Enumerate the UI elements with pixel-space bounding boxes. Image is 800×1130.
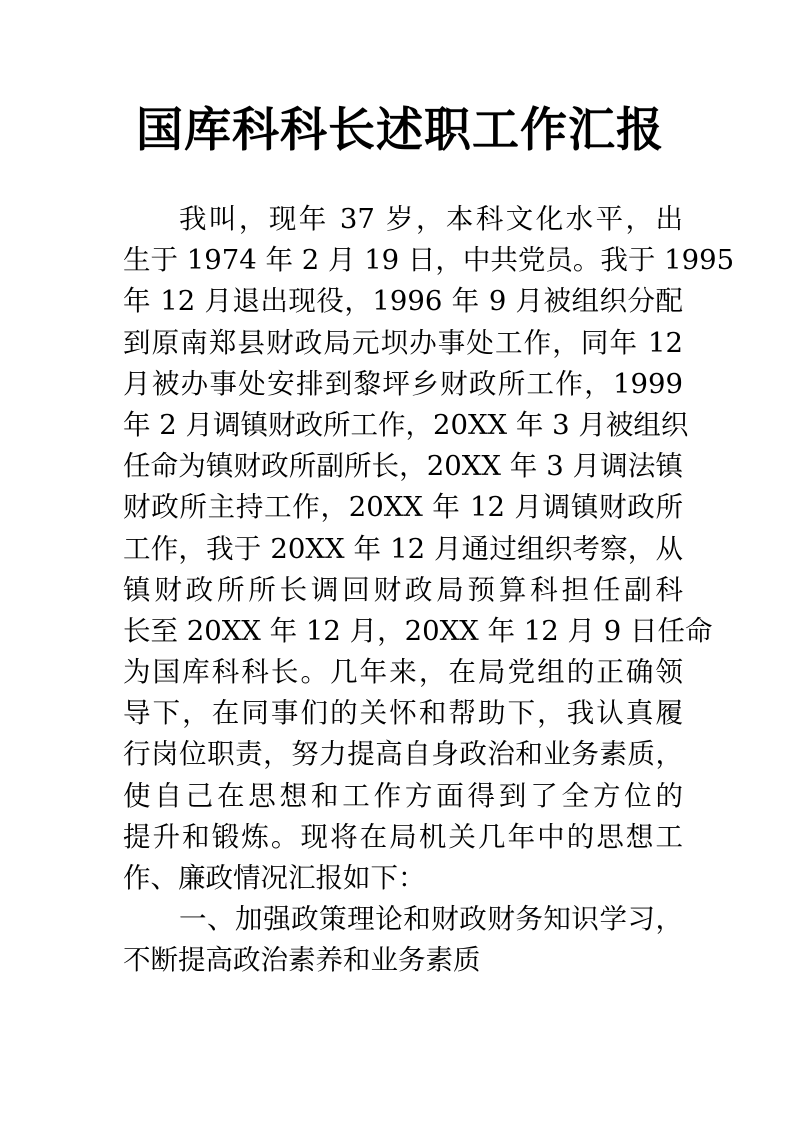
- paragraph-line: 导下，在同事们的关怀和帮助下，我认真履: [123, 697, 683, 730]
- paragraph-line: 长至 20XX 年 12 月，20XX 年 12 月 9 日任命: [123, 614, 713, 647]
- paragraph-line: 为国库科科长。几年来，在局党组的正确领: [123, 656, 683, 689]
- paragraph-line: 到原南郑县财政局元坝办事处工作，同年 12: [123, 326, 683, 359]
- paragraph-line: 年 12 月退出现役，1996 年 9 月被组织分配: [123, 285, 683, 318]
- paragraph-line: 行岗位职责，努力提高自身政治和业务素质，: [123, 738, 683, 771]
- document-title: 国库科科长述职工作汇报: [136, 103, 664, 158]
- document-body: [123, 199, 735, 982]
- paragraph-line: 年 2 月调镇财政所工作，20XX 年 3 月被组织: [123, 408, 689, 441]
- paragraph-line: 财政所主持工作，20XX 年 12 月调镇财政所: [123, 491, 683, 524]
- paragraph-line: 作、廉政情况汇报如下：: [123, 862, 426, 894]
- paragraph-line: 提升和锻炼。现将在局机关几年中的思想工: [123, 820, 683, 853]
- paragraph-line: 工作，我于 20XX 年 12 月通过组织考察，从: [123, 532, 683, 565]
- paragraph-line: 使自己在思想和工作方面得到了全方位的: [123, 779, 683, 812]
- paragraph-line: 任命为镇财政所副所长，20XX 年 3 月调法镇: [123, 450, 683, 483]
- paragraph-line: 月被办事处安排到黎坪乡财政所工作，1999: [123, 367, 683, 400]
- section-heading-line: 一、加强政策理论和财政财务知识学习，: [179, 903, 683, 936]
- paragraph-line: 镇财政所所长调回财政局预算科担任副科: [123, 573, 683, 606]
- paragraph-line: 生于 1974 年 2 月 19 日，中共党员。我于 1995: [123, 244, 735, 277]
- section-heading-line: 不断提高政治素养和业务素质: [123, 944, 481, 977]
- paragraph-line: 我叫，现年 37 岁，本科文化水平，出: [179, 203, 683, 235]
